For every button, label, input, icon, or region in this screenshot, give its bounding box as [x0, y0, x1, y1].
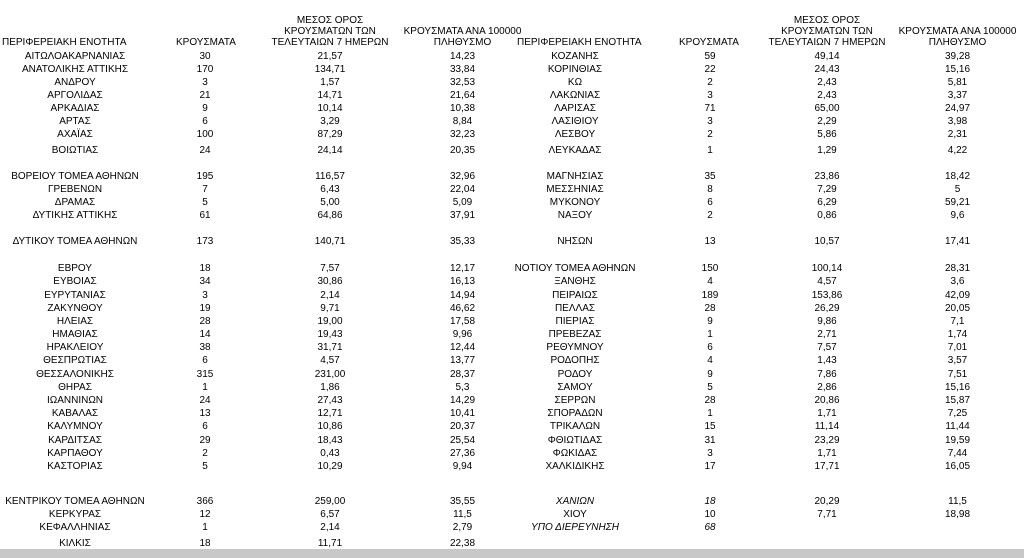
- cell-avg: 23,86: [814, 171, 840, 182]
- cell-name: ΖΑΚΥΝΘΟΥ: [47, 303, 103, 314]
- cell-avg: 259,00: [314, 496, 346, 507]
- cell-per100k: 32,96: [449, 171, 476, 182]
- cell-name: ΛΕΥΚΑΔΑΣ: [548, 145, 602, 156]
- bottom-scrollbar: [0, 549, 1024, 558]
- cell-name: ΑΡΤΑΣ: [59, 116, 91, 127]
- cell-avg: 2,29: [817, 116, 837, 127]
- cell-per100k: 42,09: [944, 290, 971, 301]
- cell-name: ΚΑΛΥΜΝΟΥ: [47, 421, 103, 432]
- table-row: [0, 447, 1024, 460]
- table-row: [0, 144, 1024, 157]
- cell-name: ΧΙΟΥ: [563, 509, 587, 520]
- cell-cases: 173: [196, 236, 214, 247]
- cell-per100k: 3,57: [947, 355, 968, 366]
- cell-avg: 10,14: [317, 103, 343, 114]
- cell-name: ΚΑΒΑΛΑΣ: [51, 408, 99, 419]
- cell-cases: 68: [704, 522, 716, 533]
- cell-per100k: 17,41: [944, 236, 971, 247]
- cell-per100k: 9,96: [452, 329, 473, 340]
- cell-per100k: 20,35: [449, 145, 476, 156]
- cell-per100k: 2,31: [947, 129, 968, 140]
- cell-avg: 2,14: [320, 290, 340, 301]
- cell-avg: 231,00: [314, 369, 346, 380]
- table-row: [0, 420, 1024, 433]
- cell-name: ΜΕΣΣΗΝΙΑΣ: [546, 184, 604, 195]
- cell-cases: 61: [199, 210, 211, 221]
- cell-per100k: 35,33: [449, 236, 476, 247]
- cell-per100k: 39,28: [944, 51, 971, 62]
- cell-name: ΚΟΖΑΝΗΣ: [551, 51, 599, 62]
- cell-cases: 6: [707, 342, 713, 353]
- cell-per100k: 16,05: [944, 461, 971, 472]
- cell-avg: 21,57: [317, 51, 343, 62]
- cell-per100k: 7,1: [950, 316, 965, 327]
- table-row: [0, 235, 1024, 248]
- cell-avg: 2,86: [817, 382, 837, 393]
- cell-name: ΣΑΜΟΥ: [557, 382, 593, 393]
- cell-avg: 9,86: [817, 316, 837, 327]
- cell-avg: 1,43: [817, 355, 837, 366]
- cell-cases: 9: [707, 369, 713, 380]
- cell-cases: 21: [199, 90, 211, 101]
- cell-cases: 3: [707, 116, 713, 127]
- cell-name: ΥΠΟ ΔΙΕΡΕΥΝΗΣΗ: [531, 522, 619, 533]
- cell-cases: 6: [202, 421, 208, 432]
- cell-name: ΡΟΔΟΥ: [557, 369, 593, 380]
- cell-avg: 153,86: [811, 290, 843, 301]
- cell-avg: 0,43: [320, 448, 340, 459]
- table-row: [0, 368, 1024, 381]
- cell-avg: 7,57: [817, 342, 837, 353]
- cell-name: ΚΩ: [567, 77, 583, 88]
- cell-avg: 1,29: [817, 145, 837, 156]
- cell-cases: 3: [202, 290, 208, 301]
- cell-avg: 6,43: [320, 184, 340, 195]
- table-row: [0, 63, 1024, 76]
- cell-per100k: 7,25: [947, 408, 968, 419]
- cell-per100k: 10,41: [449, 408, 476, 419]
- cell-cases: 6: [202, 116, 208, 127]
- cell-avg: 31,71: [317, 342, 343, 353]
- cell-cases: 29: [199, 435, 211, 446]
- cell-name: ΞΑΝΘΗΣ: [554, 276, 596, 287]
- cell-cases: 5: [202, 461, 208, 472]
- cell-name: ΛΕΣΒΟΥ: [554, 129, 596, 140]
- cell-cases: 59: [704, 51, 716, 62]
- cell-per100k: 32,53: [449, 77, 476, 88]
- cell-name: ΗΡΑΚΛΕΙΟΥ: [46, 342, 104, 353]
- cell-avg: 14,71: [317, 90, 343, 101]
- header-cases-left: ΚΡΟΥΣΜΑΤΑ: [176, 37, 236, 48]
- cell-avg: 27,43: [317, 395, 343, 406]
- table-row: [0, 196, 1024, 209]
- header-cases-right: ΚΡΟΥΣΜΑΤΑ: [679, 37, 739, 48]
- cell-avg: 2,71: [817, 329, 837, 340]
- cell-cases: 35: [704, 171, 716, 182]
- cell-per100k: 20,05: [944, 303, 971, 314]
- cell-name: ΠΕΙΡΑΙΩΣ: [552, 290, 598, 301]
- table-row: [0, 262, 1024, 275]
- cell-avg: 1,71: [817, 448, 837, 459]
- cell-cases: 30: [199, 51, 211, 62]
- cell-avg: 26,29: [814, 303, 840, 314]
- cell-name: ΚΙΛΚΙΣ: [59, 538, 91, 549]
- table-row: [0, 89, 1024, 102]
- cell-name: ΓΡΕΒΕΝΩΝ: [47, 184, 103, 195]
- cell-avg: 4,57: [817, 276, 837, 287]
- cell-cases: 6: [707, 197, 713, 208]
- header-avg-left: ΜΕΣΟΣ ΟΡΟΣ ΚΡΟΥΣΜΑΤΩΝ ΤΩΝ ΤΕΛΕΥΤΑΙΩΝ 7 ΗΜΕΡΩΝ: [271, 15, 389, 48]
- cell-cases: 5: [202, 197, 208, 208]
- cell-per100k: 7,51: [947, 369, 968, 380]
- cell-cases: 1: [707, 145, 713, 156]
- cell-avg: 20,86: [814, 395, 840, 406]
- cell-name: ΑΝΑΤΟΛΙΚΗΣ ΑΤΤΙΚΗΣ: [21, 64, 129, 75]
- cell-avg: 5,86: [817, 129, 837, 140]
- cell-avg: 1,86: [320, 382, 340, 393]
- cell-cases: 6: [202, 355, 208, 366]
- cell-per100k: 3,6: [950, 276, 965, 287]
- header-per100k-left: ΚΡΟΥΣΜΑΤΑ ΑΝΑ 100000 ΠΛΗΘΥΣΜΟ: [403, 26, 522, 48]
- cell-cases: 14: [199, 329, 211, 340]
- cell-cases: 1: [707, 408, 713, 419]
- cell-name: ΛΑΡΙΣΑΣ: [554, 103, 596, 114]
- cell-cases: 13: [199, 408, 211, 419]
- cell-name: ΑΙΤΩΛΟΑΚΑΡΝΑΝΙΑΣ: [24, 51, 126, 62]
- cell-per100k: 13,77: [449, 355, 476, 366]
- cell-name: ΠΙΕΡΙΑΣ: [555, 316, 595, 327]
- table-row: [0, 407, 1024, 420]
- cell-name: ΗΜΑΘΙΑΣ: [52, 329, 98, 340]
- cell-cases: 17: [704, 461, 716, 472]
- cell-cases: 1: [707, 329, 713, 340]
- cell-cases: 9: [707, 316, 713, 327]
- table-row: [0, 275, 1024, 288]
- cell-per100k: 2,79: [452, 522, 473, 533]
- cell-per100k: 18,42: [944, 171, 971, 182]
- cell-avg: 7,57: [320, 263, 340, 274]
- cell-avg: 23,29: [814, 435, 840, 446]
- table-row: [0, 115, 1024, 128]
- cell-per100k: 35,55: [449, 496, 476, 507]
- cell-name: ΧΑΝΙΩΝ: [555, 496, 595, 507]
- cell-avg: 1,71: [817, 408, 837, 419]
- cell-avg: 0,86: [817, 210, 837, 221]
- cell-name: ΒΟΙΩΤΙΑΣ: [51, 145, 99, 156]
- cell-name: ΡΕΘΥΜΝΟΥ: [546, 342, 604, 353]
- cell-name: ΕΥΒΟΙΑΣ: [53, 276, 97, 287]
- table-row: [0, 50, 1024, 63]
- cell-avg: 6,57: [320, 509, 340, 520]
- cell-cases: 1: [202, 382, 208, 393]
- header-region-right: ΠΕΡΙΦΕΡΕΙΑΚΗ ΕΝΟΤΗΤΑ: [517, 37, 642, 48]
- cell-per100k: 32,23: [449, 129, 476, 140]
- cell-cases: 28: [704, 303, 716, 314]
- cell-name: ΔΥΤΙΚΟΥ ΤΟΜΕΑ ΑΘΗΝΩΝ: [12, 236, 138, 247]
- cell-cases: 71: [704, 103, 716, 114]
- cell-avg: 116,57: [315, 171, 345, 182]
- table-row: [0, 170, 1024, 183]
- cell-per100k: 28,37: [449, 369, 476, 380]
- cell-per100k: 7,01: [947, 342, 968, 353]
- cell-name: ΙΩΑΝΝΙΝΩΝ: [46, 395, 104, 406]
- cell-avg: 10,86: [317, 421, 343, 432]
- cell-name: ΑΡΚΑΔΙΑΣ: [50, 103, 100, 114]
- cell-per100k: 10,38: [449, 103, 476, 114]
- cell-name: ΔΡΑΜΑΣ: [54, 197, 96, 208]
- cell-per100k: 1,74: [947, 329, 968, 340]
- cell-name: ΠΡΕΒΕΖΑΣ: [548, 329, 602, 340]
- table-row: [0, 102, 1024, 115]
- cell-cases: 7: [202, 184, 208, 195]
- cell-name: ΠΕΛΛΑΣ: [554, 303, 596, 314]
- cell-cases: 1: [202, 522, 208, 533]
- cell-cases: 18: [199, 263, 211, 274]
- cell-name: ΣΕΡΡΩΝ: [554, 395, 596, 406]
- cell-avg: 2,43: [817, 90, 837, 101]
- cell-per100k: 5,3: [455, 382, 470, 393]
- cell-name: ΕΥΡΥΤΑΝΙΑΣ: [44, 290, 106, 301]
- header-region-left: ΠΕΡΙΦΕΡΕΙΑΚΗ ΕΝΟΤΗΤΑ: [2, 37, 127, 48]
- cell-per100k: 9,6: [950, 210, 965, 221]
- cell-cases: 28: [199, 316, 211, 327]
- cell-avg: 3,29: [320, 116, 340, 127]
- cell-cases: 8: [707, 184, 713, 195]
- table-row: [0, 341, 1024, 354]
- cell-per100k: 8,84: [452, 116, 473, 127]
- cell-cases: 18: [704, 496, 716, 507]
- cell-name: ΦΘΙΩΤΙΔΑΣ: [547, 435, 603, 446]
- cell-per100k: 11,5: [948, 496, 967, 507]
- cell-per100k: 46,62: [449, 303, 476, 314]
- cell-avg: 49,14: [814, 51, 840, 62]
- cell-per100k: 15,16: [944, 382, 971, 393]
- cell-name: ΘΕΣΠΡΩΤΙΑΣ: [43, 355, 107, 366]
- cell-avg: 18,43: [317, 435, 343, 446]
- cell-per100k: 21,64: [449, 90, 476, 101]
- cell-per100k: 3,98: [947, 116, 968, 127]
- cell-cases: 31: [704, 435, 716, 446]
- cell-avg: 5,00: [320, 197, 340, 208]
- cell-per100k: 18,98: [944, 509, 971, 520]
- cell-avg: 100,14: [811, 263, 843, 274]
- cell-per100k: 5: [954, 184, 961, 195]
- cell-cases: 195: [196, 171, 214, 182]
- cell-avg: 9,71: [320, 303, 340, 314]
- cell-cases: 366: [196, 496, 214, 507]
- cell-avg: 19,43: [317, 329, 343, 340]
- cell-avg: 64,86: [317, 210, 343, 221]
- table-row: [0, 508, 1024, 521]
- cell-name: ΕΒΡΟΥ: [57, 263, 93, 274]
- cell-name: ΣΠΟΡΑΔΩΝ: [547, 408, 603, 419]
- cell-avg: 10,29: [317, 461, 343, 472]
- cell-per100k: 16,13: [449, 276, 476, 287]
- cell-per100k: 19,59: [944, 435, 971, 446]
- cell-avg: 4,57: [320, 355, 340, 366]
- cell-cases: 22: [704, 64, 716, 75]
- cell-cases: 38: [199, 342, 211, 353]
- table-row: [0, 328, 1024, 341]
- cell-cases: 2: [202, 448, 208, 459]
- cell-avg: 2,43: [817, 77, 837, 88]
- cell-name: ΧΑΛΚΙΔΙΚΗΣ: [545, 461, 605, 472]
- cell-cases: 4: [707, 276, 713, 287]
- table-row: [0, 183, 1024, 196]
- cell-per100k: 25,54: [449, 435, 476, 446]
- table-row: [0, 394, 1024, 407]
- cell-name: ΚΕΦΑΛΛΗΝΙΑΣ: [39, 522, 111, 533]
- cell-avg: 2,14: [320, 522, 340, 533]
- cell-cases: 18: [199, 538, 211, 549]
- cell-name: ΤΡΙΚΑΛΩΝ: [549, 421, 601, 432]
- cell-cases: 10: [704, 509, 716, 520]
- table-row: [0, 434, 1024, 447]
- cell-name: ΝΗΣΩΝ: [557, 236, 593, 247]
- cell-avg: 87,29: [317, 129, 343, 140]
- cell-cases: 100: [196, 129, 214, 140]
- cell-name: ΒΟΡΕΙΟΥ ΤΟΜΕΑ ΑΘΗΝΩΝ: [11, 171, 139, 182]
- cell-per100k: 37,91: [449, 210, 476, 221]
- cell-avg: 17,71: [814, 461, 840, 472]
- cell-per100k: 22,38: [449, 538, 476, 549]
- cell-cases: 170: [196, 64, 214, 75]
- cell-cases: 12: [199, 509, 211, 520]
- table-row: [0, 315, 1024, 328]
- cell-cases: 13: [704, 236, 716, 247]
- cell-avg: 7,71: [817, 509, 837, 520]
- cell-name: ΚΑΣΤΟΡΙΑΣ: [47, 461, 103, 472]
- cell-per100k: 12,44: [449, 342, 476, 353]
- table-row: [0, 302, 1024, 315]
- cell-name: ΔΥΤΙΚΗΣ ΑΤΤΙΚΗΣ: [32, 210, 118, 221]
- cell-cases: 189: [701, 290, 719, 301]
- cell-avg: 11,14: [814, 421, 840, 432]
- cell-name: ΚΑΡΔΙΤΣΑΣ: [48, 435, 102, 446]
- cell-cases: 28: [704, 395, 716, 406]
- cell-name: ΝΑΞΟΥ: [557, 210, 593, 221]
- cell-per100k: 20,37: [449, 421, 476, 432]
- cell-avg: 140,71: [314, 236, 346, 247]
- table-row: [0, 521, 1024, 534]
- cell-per100k: 27,36: [449, 448, 476, 459]
- cell-cases: 2: [707, 129, 713, 140]
- cell-name: ΑΝΔΡΟΥ: [54, 77, 96, 88]
- cell-name: ΚΕΡΚΥΡΑΣ: [48, 509, 102, 520]
- cell-per100k: 59,21: [944, 197, 971, 208]
- cell-name: ΜΥΚΟΝΟΥ: [549, 197, 601, 208]
- table-row: [0, 495, 1024, 508]
- cell-name: ΦΩΚΙΔΑΣ: [552, 448, 598, 459]
- cell-name: ΘΕΣΣΑΛΟΝΙΚΗΣ: [36, 369, 114, 380]
- cell-per100k: 5,09: [452, 197, 473, 208]
- cell-name: ΚΟΡΙΝΘΙΑΣ: [547, 64, 603, 75]
- table-row: [0, 381, 1024, 394]
- cell-avg: 65,00: [814, 103, 840, 114]
- cell-cases: 150: [701, 263, 719, 274]
- cell-avg: 7,86: [817, 369, 837, 380]
- cell-name: ΛΑΣΙΘΙΟΥ: [551, 116, 599, 127]
- table-row: [0, 209, 1024, 222]
- cell-cases: 9: [202, 103, 208, 114]
- header-per100k-right: ΚΡΟΥΣΜΑΤΑ ΑΝΑ 100000 ΠΛΗΘΥΣΜΟ: [898, 26, 1017, 48]
- cell-name: ΑΡΓΟΛΙΔΑΣ: [47, 90, 103, 101]
- table-row: [0, 128, 1024, 141]
- cell-cases: 34: [199, 276, 211, 287]
- cell-avg: 19,00: [317, 316, 343, 327]
- cell-per100k: 3,37: [947, 90, 968, 101]
- cell-name: ΚΕΝΤΡΙΚΟΥ ΤΟΜΕΑ ΑΘΗΝΩΝ: [5, 496, 145, 507]
- cell-cases: 24: [199, 145, 211, 156]
- cell-name: ΛΑΚΩΝΙΑΣ: [549, 90, 601, 101]
- cell-name: ΑΧΑΪΑΣ: [57, 129, 93, 140]
- cell-per100k: 11,44: [945, 421, 970, 432]
- cell-per100k: 15,16: [944, 64, 971, 75]
- cell-cases: 3: [707, 90, 713, 101]
- cell-avg: 7,29: [817, 184, 837, 195]
- cell-avg: 6,29: [817, 197, 837, 208]
- cell-cases: 24: [199, 395, 211, 406]
- header-avg-right: ΜΕΣΟΣ ΟΡΟΣ ΚΡΟΥΣΜΑΤΩΝ ΤΩΝ ΤΕΛΕΥΤΑΙΩΝ 7 ΗΜΕΡΩΝ: [768, 15, 886, 48]
- cell-cases: 19: [199, 303, 211, 314]
- cell-per100k: 22,04: [449, 184, 476, 195]
- cell-avg: 30,86: [317, 276, 343, 287]
- cell-per100k: 15,87: [944, 395, 971, 406]
- cell-avg: 24,43: [814, 64, 840, 75]
- cell-avg: 1,57: [320, 77, 340, 88]
- cell-per100k: 24,97: [944, 103, 971, 114]
- cell-avg: 11,71: [317, 538, 343, 549]
- table-row: [0, 460, 1024, 473]
- table-row: [0, 289, 1024, 302]
- cell-cases: 4: [707, 355, 713, 366]
- cell-name: ΘΗΡΑΣ: [58, 382, 92, 393]
- cell-cases: 2: [707, 77, 713, 88]
- cell-per100k: 4,22: [947, 145, 968, 156]
- cell-per100k: 9,94: [452, 461, 473, 472]
- cell-per100k: 28,31: [944, 263, 971, 274]
- cell-avg: 24,14: [317, 145, 343, 156]
- cell-per100k: 7,44: [947, 448, 968, 459]
- cell-per100k: 11,5: [453, 509, 472, 520]
- cell-name: ΜΑΓΝΗΣΙΑΣ: [546, 171, 604, 182]
- cell-name: ΝΟΤΙΟΥ ΤΟΜΕΑ ΑΘΗΝΩΝ: [514, 263, 636, 274]
- cell-per100k: 33,84: [449, 64, 476, 75]
- cell-name: ΡΟΔΟΠΗΣ: [550, 355, 600, 366]
- cell-per100k: 14,29: [449, 395, 476, 406]
- cell-cases: 3: [202, 77, 208, 88]
- cell-cases: 2: [707, 210, 713, 221]
- cell-per100k: 12,17: [449, 263, 476, 274]
- cell-avg: 20,29: [814, 496, 840, 507]
- cell-name: ΗΛΕΙΑΣ: [56, 316, 94, 327]
- cell-per100k: 14,23: [449, 51, 476, 62]
- cell-name: ΚΑΡΠΑΘΟΥ: [47, 448, 103, 459]
- cell-cases: 5: [707, 382, 713, 393]
- cell-cases: 15: [704, 421, 716, 432]
- cell-per100k: 5,81: [947, 77, 968, 88]
- cell-per100k: 17,58: [449, 316, 476, 327]
- cell-cases: 3: [707, 448, 713, 459]
- cell-avg: 12,71: [317, 408, 343, 419]
- table-row: [0, 76, 1024, 89]
- table-row: [0, 354, 1024, 367]
- cell-per100k: 14,94: [449, 290, 476, 301]
- cell-avg: 134,71: [314, 64, 346, 75]
- cell-avg: 10,57: [814, 236, 840, 247]
- cell-cases: 315: [196, 369, 214, 380]
